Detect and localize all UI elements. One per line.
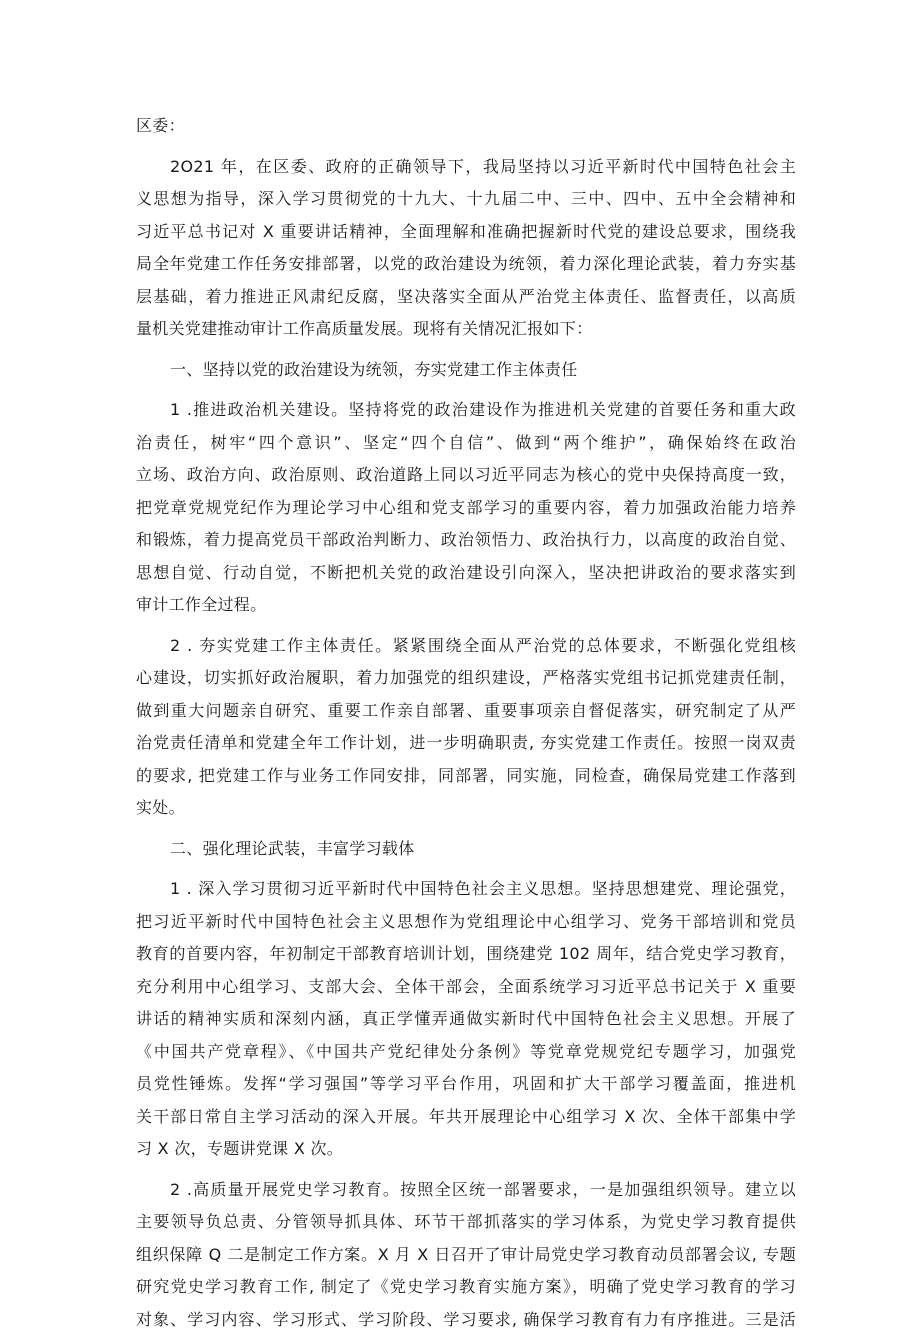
salutation: 区委： bbox=[136, 110, 796, 143]
text-line: 的要求, 把党建工作与业务工作同安排，同部署，同实施，同检查，确保局党建工作落到 bbox=[136, 760, 796, 793]
text-line: 1 .推进政治机关建设。坚持将党的政治建设作为推进机关党建的首要任务和重大政 bbox=[136, 394, 796, 427]
text-line: 1 . 深入学习贯彻习近平新时代中国特色社会主义思想。坚持思想建党、理论强党， bbox=[136, 873, 796, 906]
text-line: 量机关党建推动审计工作高质量发展。现将有关情况汇报如下： bbox=[136, 313, 796, 346]
text-line: 审计工作全过程。 bbox=[136, 589, 796, 622]
paragraph-1-1 bbox=[136, 394, 796, 622]
section-heading-1: 一、坚持以党的政治建设为统领，夯实党建工作主体责任 bbox=[136, 354, 796, 387]
text-line: 实处。 bbox=[136, 792, 796, 825]
text-line: 心建设，切实抓好政治履职，着力加强党的组织建设，严格落实党组书记抓党建责任制， bbox=[136, 662, 796, 695]
text-line: 义思想为指导，深入学习贯彻党的十九大、十九届二中、三中、四中、五中全会精神和 bbox=[136, 183, 796, 216]
text-line: 关干部日常自主学习活动的深入开展。年共开展理论中心组学习 X 次、全体干部集中学 bbox=[136, 1101, 796, 1134]
intro-paragraph bbox=[136, 151, 796, 346]
text-line: 和锻炼，着力提高党员干部政治判断力、政治领悟力、政治执行力，以高度的政治自觉、 bbox=[136, 524, 796, 557]
text-line: 《中国共产党章程》、《中国共产党纪律处分条例》等党章党规党纪专题学习，加强党 bbox=[136, 1036, 796, 1069]
text-line: 讲话的精神实质和深刻内涵，真正学懂弄通做实新时代中国特色社会主义思想。开展了 bbox=[136, 1003, 796, 1036]
text-line: 局全年党建工作任务安排部署，以党的政治建设为统领，着力深化理论武装，着力夯实基 bbox=[136, 248, 796, 281]
text-line: 把习近平新时代中国特色社会主义思想作为党组理论中心组学习、党务干部培训和党员 bbox=[136, 906, 796, 939]
text-line: 研究党史学习教育工作, 制定了《党史学习教育实施方案》，明确了党史学习教育的学习 bbox=[136, 1271, 796, 1304]
text-line: 教育的首要内容，年初制定干部教育培训计划，围绕建党 102 周年，结合党史学习教育， bbox=[136, 938, 796, 971]
section-heading-2: 二、强化理论武装，丰富学习载体 bbox=[136, 833, 796, 866]
text-line: 员党性锤炼。发挥“学习强国”等学习平台作用，巩固和扩大干部学习覆盖面，推进机 bbox=[136, 1068, 796, 1101]
paragraph-2-1 bbox=[136, 873, 796, 1166]
text-line: 治责任，树牢“四个意识”、坚定“四个自信”、做到“两个维护”，确保始终在政治 bbox=[136, 427, 796, 460]
text-line: 对象、学习内容、学习形式、学习阶段、学习要求, 确保学习教育有力有序推进。三是活 bbox=[136, 1304, 796, 1336]
text-line: 2 . 夯实党建工作主体责任。紧紧围绕全面从严治党的总体要求，不断强化党组核 bbox=[136, 630, 796, 663]
text-line: 2 .高质量开展党史学习教育。按照全区统一部署要求，一是加强组织领导。建立以 bbox=[136, 1174, 796, 1207]
text-line: 治党责任清单和党建全年工作计划，进一步明确职责, 夯实党建工作责任。按照一岗双责 bbox=[136, 727, 796, 760]
text-line: 习近平总书记对 X 重要讲话精神，全面理解和准确把握新时代党的建设总要求，围绕我 bbox=[136, 216, 796, 249]
text-line: 层基础，着力推进正风肃纪反腐，坚决落实全面从严治党主体责任、监督责任，以高质 bbox=[136, 281, 796, 314]
paragraph-1-2 bbox=[136, 630, 796, 825]
document-body bbox=[136, 110, 796, 1336]
text-line: 2O21 年，在区委、政府的正确领导下，我局坚持以习近平新时代中国特色社会主 bbox=[136, 151, 796, 184]
text-line: 组织保障 Q 二是制定工作方案。X 月 X 日召开了审计局党史学习教育动员部署会议, 专题 bbox=[136, 1239, 796, 1272]
text-line: 立场、政治方向、政治原则、政治道路上同以习近平同志为核心的党中央保持高度一致， bbox=[136, 459, 796, 492]
text-line: 做到重大问题亲自研究、重要工作亲自部署、重要事项亲自督促落实，研究制定了从严 bbox=[136, 695, 796, 728]
text-line: 把党章党规党纪作为理论学习中心组和党支部学习的重要内容，着力加强政治能力培养 bbox=[136, 492, 796, 525]
text-line: 主要领导负总责、分管领导抓具体、环节干部抓落实的学习体系，为党史学习教育提供 bbox=[136, 1206, 796, 1239]
text-line: 思想自觉、行动自觉，不断把机关党的政治建设引向深入，坚决把讲政治的要求落实到 bbox=[136, 557, 796, 590]
text-line: 习 X 次，专题讲党课 X 次。 bbox=[136, 1133, 796, 1166]
paragraph-2-2 bbox=[136, 1174, 796, 1336]
text-line: 充分利用中心组学习、支部大会、全体干部会，全面系统学习习近平总书记关于 X 重要 bbox=[136, 971, 796, 1004]
